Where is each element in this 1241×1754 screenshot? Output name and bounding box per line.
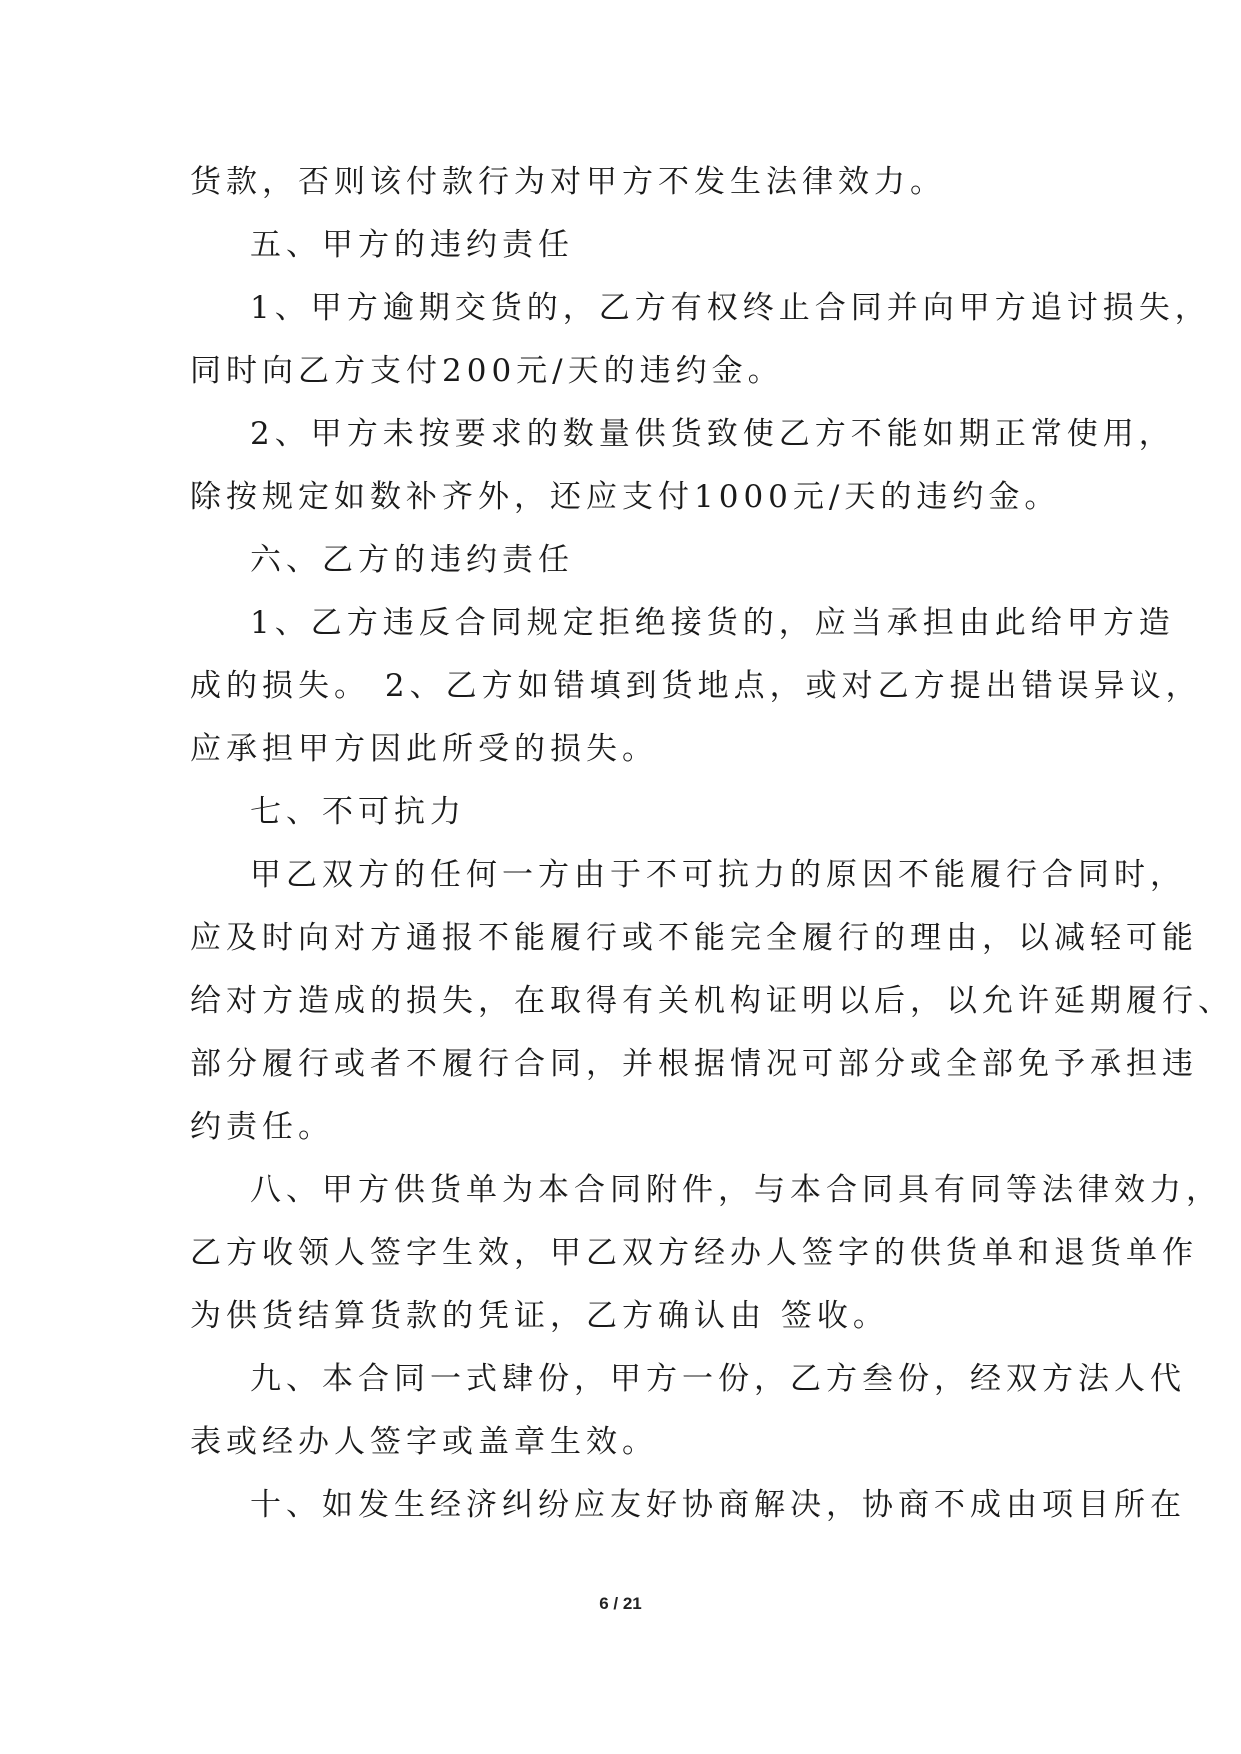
body-line-9: 成的损失。 2、乙方如错填到货地点，或对乙方提出错误异议， — [190, 668, 1202, 704]
body-line-21: 表或经办人签字或盖章生效。 — [190, 1424, 658, 1460]
body-line-5: 2、甲方未按要求的数量供货致使乙方不能如期正常使用， — [250, 416, 1175, 452]
body-line-4: 同时向乙方支付200元/天的违约金。 — [190, 353, 784, 389]
body-line-15: 部分履行或者不履行合同，并根据情况可部分或全部免予承担违 — [190, 1046, 1198, 1082]
body-line-10: 应承担甲方因此所受的损失。 — [190, 731, 658, 767]
body-line-8: 1、乙方违反合同规定拒绝接货的，应当承担由此给甲方造 — [250, 605, 1175, 641]
body-line-17: 八、甲方供货单为本合同附件，与本合同具有同等法律效力， — [250, 1172, 1222, 1208]
body-line-1: 货款，否则该付款行为对甲方不发生法律效力。 — [190, 164, 946, 200]
body-line-18: 乙方收领人签字生效，甲乙双方经办人签字的供货单和退货单作 — [190, 1235, 1198, 1271]
section-heading-5: 五、甲方的违约责任 — [250, 227, 574, 263]
body-line-12: 甲乙双方的任何一方由于不可抗力的原因不能履行合同时， — [250, 857, 1186, 893]
body-line-14: 给对方造成的损失，在取得有关机构证明以后，以允许延期履行、 — [190, 983, 1234, 1019]
section-heading-6: 六、乙方的违约责任 — [250, 542, 574, 578]
body-line-16: 约责任。 — [190, 1109, 334, 1145]
body-line-6: 除按规定如数补齐外，还应支付1000元/天的违约金。 — [190, 479, 1061, 515]
body-line-20: 九、本合同一式肆份，甲方一份，乙方叁份，经双方法人代 — [250, 1361, 1186, 1397]
body-line-22: 十、如发生经济纠纷应友好协商解决，协商不成由项目所在 — [250, 1487, 1186, 1523]
body-line-19: 为供货结算货款的凭证，乙方确认由 签收。 — [190, 1298, 889, 1334]
section-heading-7: 七、不可抗力 — [250, 794, 466, 830]
body-line-13: 应及时向对方通报不能履行或不能完全履行的理由，以减轻可能 — [190, 920, 1198, 956]
page-number: 6 / 21 — [599, 1594, 642, 1613]
body-line-3: 1、甲方逾期交货的，乙方有权终止合同并向甲方追讨损失， — [250, 290, 1211, 326]
